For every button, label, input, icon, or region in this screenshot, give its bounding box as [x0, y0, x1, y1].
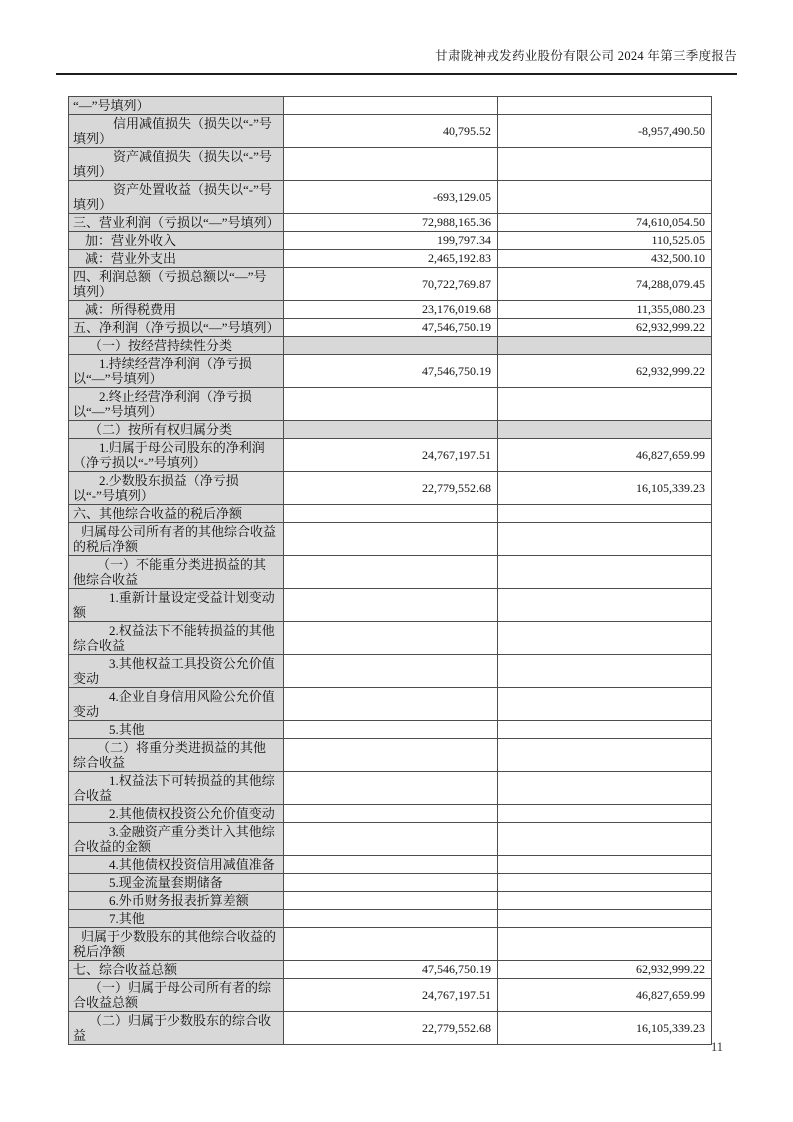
row-value-prior [498, 688, 712, 721]
table-row [69, 961, 712, 979]
table-row [69, 250, 712, 268]
row-value-current [284, 421, 498, 439]
row-label: 4.其他债权投资信用减值准备 [69, 856, 284, 874]
table-row [69, 772, 712, 805]
row-label: 1.持续经营净利润（净亏损以“—”号填列） [69, 355, 284, 388]
table-row [69, 337, 712, 355]
row-label: （二）按所有权归属分类 [69, 421, 284, 439]
row-value-current [284, 772, 498, 805]
table-row [69, 622, 712, 655]
row-value-prior [498, 910, 712, 928]
row-value-prior: 74,288,079.45 [498, 268, 712, 301]
row-label: 3.其他权益工具投资公允价值变动 [69, 655, 284, 688]
table-row [69, 928, 712, 961]
row-value-prior [498, 805, 712, 823]
table-row [69, 232, 712, 250]
table-row [69, 892, 712, 910]
row-value-current [284, 874, 498, 892]
row-label: 1.归属于母公司股东的净利润（净亏损以“-”号填列） [69, 439, 284, 472]
table-row [69, 115, 712, 148]
row-value-prior [498, 337, 712, 355]
row-value-current [284, 97, 498, 115]
row-value-current [284, 622, 498, 655]
row-label: 7.其他 [69, 910, 284, 928]
income-statement-table [68, 96, 712, 1045]
row-value-current: 47,546,750.19 [284, 319, 498, 337]
row-label: 2.少数股东损益（净亏损以“-”号填列） [69, 472, 284, 505]
row-value-current [284, 688, 498, 721]
row-value-current: 23,176,019.68 [284, 301, 498, 319]
row-value-current: 24,767,197.51 [284, 979, 498, 1012]
table-row [69, 688, 712, 721]
row-label: 信用减值损失（损失以“-”号填列） [69, 115, 284, 148]
row-value-current [284, 337, 498, 355]
row-value-current: 47,546,750.19 [284, 961, 498, 979]
row-label: 资产处置收益（损失以“-”号填列） [69, 181, 284, 214]
row-value-prior [498, 928, 712, 961]
table-row [69, 739, 712, 772]
row-value-prior [498, 556, 712, 589]
row-value-current [284, 823, 498, 856]
row-value-current: 40,795.52 [284, 115, 498, 148]
row-value-current: 22,779,552.68 [284, 1012, 498, 1045]
row-value-current: 72,988,165.36 [284, 214, 498, 232]
row-label: 四、利润总额（亏损总额以“—”号填列） [69, 268, 284, 301]
row-value-prior: 74,610,054.50 [498, 214, 712, 232]
row-value-current: 70,722,769.87 [284, 268, 498, 301]
table-row [69, 505, 712, 523]
row-value-prior [498, 823, 712, 856]
row-label: （一）不能重分类进损益的其他综合收益 [69, 556, 284, 589]
row-label: 资产减值损失（损失以“-”号填列） [69, 148, 284, 181]
table-row [69, 721, 712, 739]
row-label: （二）归属于少数股东的综合收益 [69, 1012, 284, 1045]
row-label: “—”号填列） [69, 97, 284, 115]
row-value-current [284, 523, 498, 556]
row-value-current [284, 556, 498, 589]
table-row [69, 181, 712, 214]
row-label: （二）将重分类进损益的其他综合收益 [69, 739, 284, 772]
table-row [69, 301, 712, 319]
row-label: 归属母公司所有者的其他综合收益的税后净额 [69, 523, 284, 556]
row-value-prior [498, 181, 712, 214]
row-value-current: 2,465,192.83 [284, 250, 498, 268]
row-label: 5.其他 [69, 721, 284, 739]
row-value-prior: 16,105,339.23 [498, 1012, 712, 1045]
table-row [69, 319, 712, 337]
row-value-prior: 46,827,659.99 [498, 439, 712, 472]
row-value-prior [498, 148, 712, 181]
row-value-prior [498, 772, 712, 805]
report-header-title: 甘肃陇神戎发药业股份有限公司 2024 年第三季度报告 [435, 49, 737, 63]
row-value-prior [498, 388, 712, 421]
row-value-prior [498, 622, 712, 655]
table-row [69, 268, 712, 301]
row-value-current [284, 148, 498, 181]
table-row [69, 874, 712, 892]
row-value-current [284, 505, 498, 523]
row-label: 加：营业外收入 [69, 232, 284, 250]
row-label: 1.重新计量设定受益计划变动额 [69, 589, 284, 622]
row-value-prior [498, 856, 712, 874]
table-row [69, 556, 712, 589]
row-value-prior: 432,500.10 [498, 250, 712, 268]
table-row [69, 655, 712, 688]
row-value-prior: 46,827,659.99 [498, 979, 712, 1012]
row-label: 三、营业利润（亏损以“—”号填列） [69, 214, 284, 232]
table-row [69, 1012, 712, 1045]
row-value-prior [498, 874, 712, 892]
table-row [69, 979, 712, 1012]
row-value-prior [498, 892, 712, 910]
table-row [69, 472, 712, 505]
table-row [69, 97, 712, 115]
page-number: 11 [710, 1040, 723, 1054]
row-value-prior [498, 721, 712, 739]
row-value-prior: 11,355,080.23 [498, 301, 712, 319]
row-value-prior [498, 589, 712, 622]
table-row [69, 355, 712, 388]
row-value-current [284, 388, 498, 421]
row-value-current: -693,129.05 [284, 181, 498, 214]
income-statement-body [69, 97, 712, 1045]
row-value-prior: 62,932,999.22 [498, 319, 712, 337]
row-label: 六、其他综合收益的税后净额 [69, 505, 284, 523]
row-label: 5.现金流量套期储备 [69, 874, 284, 892]
row-value-current: 24,767,197.51 [284, 439, 498, 472]
row-value-prior [498, 505, 712, 523]
table-row [69, 148, 712, 181]
row-value-prior [498, 523, 712, 556]
row-label: 1.权益法下可转损益的其他综合收益 [69, 772, 284, 805]
table-row [69, 421, 712, 439]
row-label: 减：所得税费用 [69, 301, 284, 319]
row-value-current: 22,779,552.68 [284, 472, 498, 505]
row-value-current [284, 856, 498, 874]
row-value-prior: 62,932,999.22 [498, 355, 712, 388]
row-label: 3.金融资产重分类计入其他综合收益的金额 [69, 823, 284, 856]
table-row [69, 856, 712, 874]
row-value-prior: -8,957,490.50 [498, 115, 712, 148]
row-label: （一）按经营持续性分类 [69, 337, 284, 355]
row-value-current [284, 739, 498, 772]
row-value-prior [498, 655, 712, 688]
row-label: 七、综合收益总额 [69, 961, 284, 979]
row-value-current [284, 805, 498, 823]
row-label: 2.权益法下不能转损益的其他综合收益 [69, 622, 284, 655]
row-value-prior [498, 421, 712, 439]
row-value-current [284, 928, 498, 961]
row-value-current [284, 655, 498, 688]
table-row [69, 589, 712, 622]
row-value-current: 199,797.34 [284, 232, 498, 250]
row-value-prior [498, 739, 712, 772]
row-label: 归属于少数股东的其他综合收益的税后净额 [69, 928, 284, 961]
table-row [69, 805, 712, 823]
table-row [69, 823, 712, 856]
row-label: 6.外币财务报表折算差额 [69, 892, 284, 910]
row-value-current [284, 589, 498, 622]
row-label: 五、净利润（净亏损以“—”号填列） [69, 319, 284, 337]
row-value-current [284, 910, 498, 928]
row-label: 减：营业外支出 [69, 250, 284, 268]
row-label: 2.其他债权投资公允价值变动 [69, 805, 284, 823]
row-value-prior: 16,105,339.23 [498, 472, 712, 505]
row-value-prior: 62,932,999.22 [498, 961, 712, 979]
table-row [69, 523, 712, 556]
header-rule [56, 73, 737, 75]
table-row [69, 214, 712, 232]
row-label: 4.企业自身信用风险公允价值变动 [69, 688, 284, 721]
table-row [69, 439, 712, 472]
table-row [69, 388, 712, 421]
row-value-current [284, 892, 498, 910]
row-value-current: 47,546,750.19 [284, 355, 498, 388]
row-value-prior: 110,525.05 [498, 232, 712, 250]
row-value-prior [498, 97, 712, 115]
row-label: 2.终止经营净利润（净亏损以“—”号填列） [69, 388, 284, 421]
row-label: （一）归属于母公司所有者的综合收益总额 [69, 979, 284, 1012]
table-row [69, 910, 712, 928]
row-value-current [284, 721, 498, 739]
